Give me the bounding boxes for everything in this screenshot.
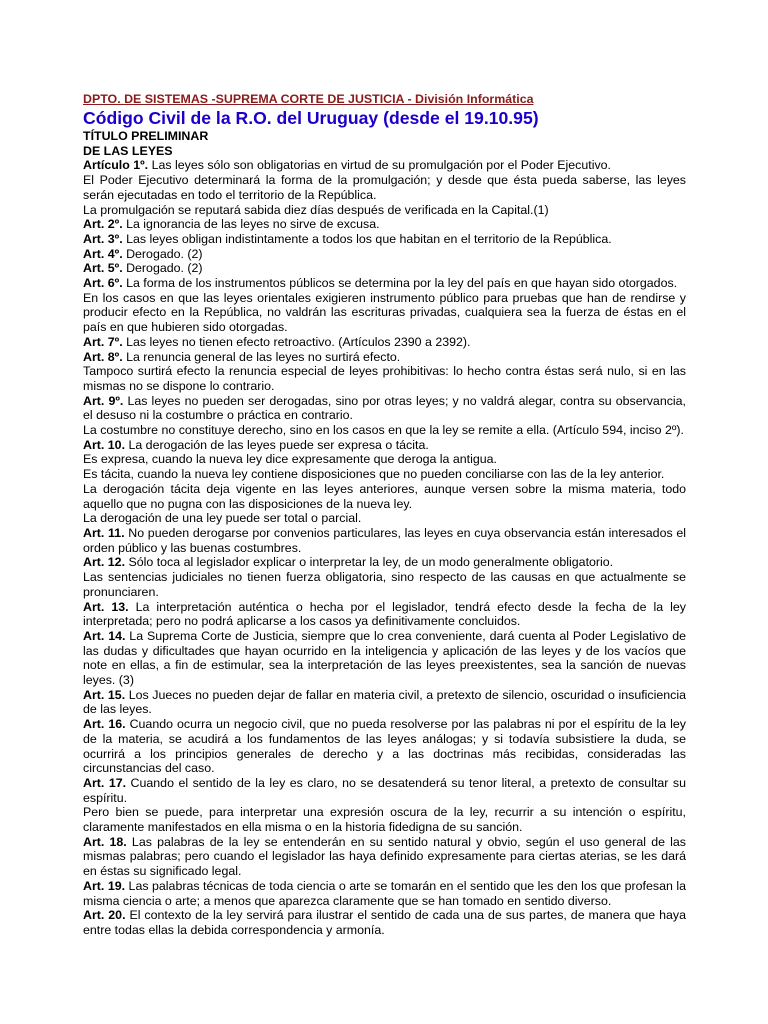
article-label: Art. 7º. [83, 334, 123, 349]
paragraph [83, 261, 686, 276]
paragraph-text: Tampoco surtirá efecto la renuncia especial de leyes prohibitivas: lo hecho contra éstas será nulo, si en las mismas no se dispone lo contrario. [83, 364, 686, 393]
article-label: Art. 3º. [83, 231, 123, 246]
article-text: El contexto de la ley servirá para ilustrar el sentido de cada una de sus partes, de manera que haya entre todas ellas la debida correspondencia y armonía. [83, 908, 686, 937]
article-label: Art. 12. [83, 555, 126, 570]
article-text: La renuncia general de las leyes no surtirá efecto. [122, 349, 401, 364]
paragraph [83, 688, 686, 717]
paragraph [83, 482, 686, 511]
article-label: Artículo 1º. [83, 158, 149, 173]
article-label: Art. 17. [83, 775, 127, 790]
department-name: DPTO. DE SISTEMAS -SUPREMA CORTE DE JUSTICIA [83, 92, 405, 106]
paragraph-text: La derogación tácita deja vigente en las leyes anteriores, aunque versen sobre la misma materia, todo aquello que no pugna con las disposiciones de la nueva ley. [83, 481, 686, 511]
document-title: Código Civil de la R.O. del Uruguay (desde el 19.10.95) [83, 108, 539, 128]
paragraph-text: La promulgación se reputará sabida diez días después de verificada en la Capital.(1) [83, 202, 549, 217]
article-text: No pueden derogarse por convenios particulares, las leyes en cuya observancia están interesados el orden público y las buenas costumbres. [83, 525, 686, 555]
article-label: Art. 5º. [83, 261, 123, 276]
paragraph [83, 232, 686, 247]
paragraph-text: Las sentencias judiciales no tienen fuerza obligatoria, sino respecto de las causas en que actualmente se pronunciaren. [83, 570, 686, 599]
paragraph [83, 467, 686, 482]
department-header [83, 92, 686, 107]
article-label: Art. 2º. [83, 217, 123, 232]
subtitulo-heading: DE LAS LEYES [83, 143, 173, 158]
article-label: Art. 14. [83, 628, 126, 643]
article-label: Art. 9º. [83, 393, 124, 408]
paragraph [83, 776, 686, 805]
article-text: Cuando ocurra un negocio civil, que no pueda resolverse por las palabras ni por el espíritu de la ley de la materia, se acudirá a los fundamentos de las leyes análogas; y si todavía subsistiere la duda, se ocurrirá a los principios generales de derecho y a las doctrinas más recibidas, consideradas las circunstancias del caso. [83, 717, 686, 776]
paragraph [83, 423, 686, 438]
article-text: Las leyes no tienen efecto retroactivo. (Artículos 2390 a 2392). [122, 334, 471, 349]
paragraph [83, 276, 686, 291]
document-page [83, 92, 686, 938]
article-text: Sólo toca al legislador explicar o interpretar la ley, de un modo generalmente obligatorio. [125, 555, 614, 570]
article-text: La ignorancia de las leyes no sirve de excusa. [122, 217, 380, 232]
article-text: La Suprema Corte de Justicia, siempre que lo crea conveniente, dará cuenta al Poder Legislativo de las dudas y dificultades que hayan ocurrido en la inteligencia y aplicación de las leyes y de los vacíos que note en ellas, a fin de estimular, sea la interpretación de las leyes preexistentes, sea la sanción de nuevas leyes. (3) [83, 628, 686, 688]
paragraph [83, 217, 686, 232]
paragraph [83, 158, 686, 173]
paragraph [83, 570, 686, 599]
paragraph [83, 364, 686, 393]
article-text: Cuando el sentido de la ley es claro, no se desatenderá su tenor literal, a pretexto de consultar su espíritu. [83, 775, 686, 805]
paragraph [83, 511, 686, 526]
paragraph-text: El Poder Ejecutivo determinará la forma de la promulgación; y desde que ésta pueda saberse, las leyes serán ejecutadas en todo el territorio de la República. [83, 173, 686, 202]
paragraph [83, 908, 686, 937]
paragraph-text: Es expresa, cuando la nueva ley dice expresamente que deroga la antigua. [83, 452, 497, 467]
article-label: Art. 8º. [83, 349, 123, 364]
article-label: Art. 11. [83, 525, 125, 540]
paragraph [83, 394, 686, 423]
paragraph [83, 629, 686, 688]
article-text: Derogado. (2) [122, 261, 203, 276]
paragraph [83, 350, 686, 365]
article-label: Art. 20. [83, 908, 126, 923]
article-label: Art. 13. [83, 599, 129, 614]
paragraph-text: Pero bien se puede, para interpretar una expresión oscura de la ley, recurrir a su intención o espíritu, claramente manifestados en ella misma o en la historia fidedigna de su sanción. [83, 805, 686, 835]
paragraph [83, 203, 686, 218]
article-label: Art. 6º. [83, 276, 123, 291]
paragraph [83, 835, 686, 879]
article-text: Los Jueces no pueden dejar de fallar en materia civil, a pretexto de silencio, oscuridad o insuficiencia de las leyes. [83, 687, 686, 717]
articles-list [83, 158, 686, 937]
paragraph [83, 526, 686, 555]
titulo-heading: TÍTULO PRELIMINAR [83, 129, 209, 143]
article-text: Las palabras de la ley se entenderán en su sentido natural y obvio, según el uso general de las mismas palabras; pero cuando el legislador las haya definido expresamente para ciertas aterias, se les dará en éstas su significado legal. [83, 834, 686, 879]
paragraph [83, 173, 686, 202]
paragraph [83, 879, 686, 908]
article-label: Art. 19. [83, 878, 126, 893]
paragraph-text: La derogación de una ley puede ser total o parcial. [83, 511, 362, 526]
article-text: Las leyes obligan indistintamente a todos los que habitan en el territorio de la República. [122, 231, 612, 246]
paragraph [83, 717, 686, 776]
paragraph [83, 291, 686, 335]
division-name: - División Informática [404, 92, 534, 106]
article-label: Art. 10. [83, 437, 126, 452]
paragraph [83, 335, 686, 350]
paragraph [83, 805, 686, 834]
article-text: La interpretación auténtica o hecha por el legislador, tendrá efecto desde la fecha de la ley interpretada; pero no podrá aplicarse a los casos ya definitivamente concluidos. [83, 599, 686, 629]
article-text: Las palabras técnicas de toda ciencia o arte se tomarán en el sentido que les den los que profesan la misma ciencia o arte; a menos que aparezca claramente que se han tomado en sentido diverso. [83, 878, 686, 908]
article-text: Derogado. (2) [122, 246, 203, 261]
paragraph [83, 438, 686, 453]
paragraph-text: En los casos en que las leyes orientales exigieren instrumento público para pruebas que han de rendirse y producir efecto en la República, no valdrán las escrituras privadas, cualquiera sea la fuerza de éstas en el país en que hubieren sido otorgadas. [83, 290, 686, 335]
article-text: La forma de los instrumentos públicos se determina por la ley del país en que hayan sido otorgados. [122, 276, 678, 291]
article-label: Art. 15. [83, 687, 126, 702]
paragraph-text: La costumbre no constituye derecho, sino en los casos en que la ley se remite a ella. (Artículo 594, inciso 2º). [83, 423, 684, 438]
article-text: La derogación de las leyes puede ser expresa o tácita. [125, 437, 429, 452]
paragraph [83, 452, 686, 467]
paragraph-text: Es tácita, cuando la nueva ley contiene disposiciones que no pueden conciliarse con las de la ley anterior. [83, 467, 665, 482]
article-text: Las leyes sólo son obligatorias en virtud de su promulgación por el Poder Ejecutivo. [148, 158, 611, 173]
article-label: Art. 16. [83, 717, 126, 732]
paragraph [83, 600, 686, 629]
paragraph [83, 555, 686, 570]
article-text: Las leyes no pueden ser derogadas, sino por otras leyes; y no valdrá alegar, contra su observancia, el desuso ni la costumbre o práctica en contrario. [83, 393, 686, 423]
article-label: Art. 18. [83, 834, 127, 849]
article-label: Art. 4º. [83, 246, 123, 261]
paragraph [83, 247, 686, 262]
